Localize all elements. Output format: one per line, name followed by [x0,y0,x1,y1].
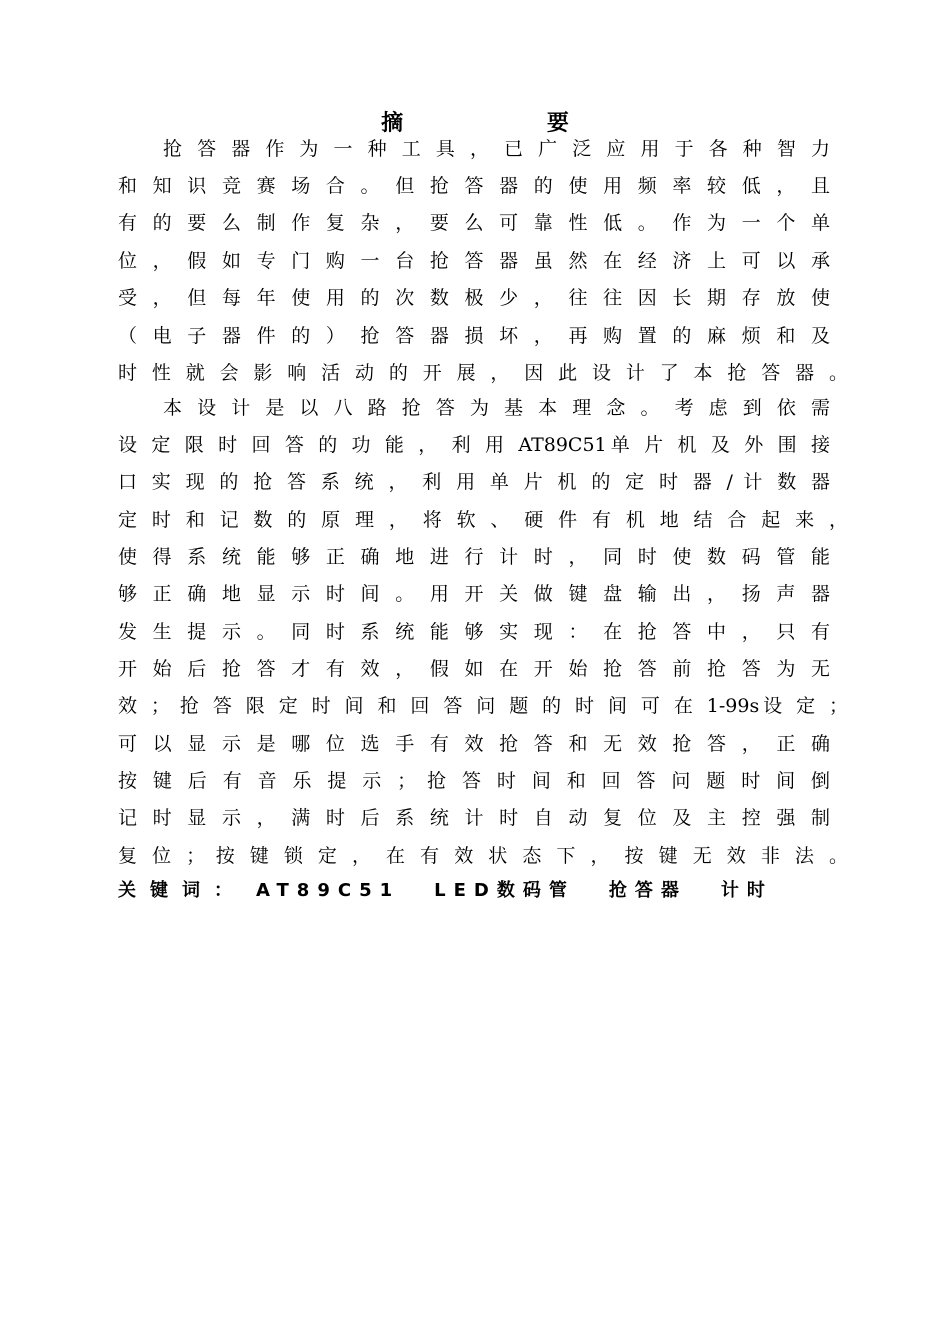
abstract-line-16: 效 ； 抢 答 限 定 时 间 和 回 答 问 题 的 时 间 可 在 1-99s设 定 ； [118,695,848,717]
abstract-line-12: 使 得 系 统 能 够 正 确 地 进 行 计 时 ， 同 时 使 数 码 管 能 [118,546,830,568]
abstract-line-14: 发 生 提 示 。 同 时 系 统 能 够 实 现 ： 在 抢 答 中 ， 只 有 [118,621,830,643]
abstract-line-3: 有 的 要 么 制 作 复 杂 ， 要 么 可 靠 性 低 。 作 为 一 个 单 [118,212,830,234]
abstract-title: 摘 要 [381,111,637,136]
abstract-line-5: 受 ， 但 每 年 使 用 的 次 数 极 少 ， 往 往 因 长 期 存 放 使 [118,287,830,309]
abstract-line-10: 口 实 现 的 抢 答 系 统 ， 利 用 单 片 机 的 定 时 器 / 计 数 器 [118,471,830,493]
keywords-label: 关键词： [118,880,246,901]
abstract-line-9: 设 定 限 时 回 答 的 功 能 ， 利 用 AT89C51单 片 机 及 外 围 接 [118,434,830,456]
abstract-line-1: 抢 答 器 作 为 一 种 工 具 ， 已 广 泛 应 用 于 各 种 智 力 [163,138,830,160]
abstract-line-11: 定 时 和 记 数 的 原 理 ， 将 软 、 硬 件 有 机 地 结 合 起 来 ， [118,509,848,531]
keyword-item: 计时 [720,880,773,901]
abstract-line-4: 位 ， 假 如 专 门 购 一 台 抢 答 器 虽 然 在 经 济 上 可 以 承 [118,250,830,272]
abstract-line-15: 开 始 后 抢 答 才 有 效 ， 假 如 在 开 始 抢 答 前 抢 答 为 无 [118,658,830,680]
abstract-line-7: 时 性 就 会 影 响 活 动 的 开 展 ， 因 此 设 计 了 本 抢 答 器 。 [118,362,848,384]
abstract-line-2: 和 知 识 竞 赛 场 合 。 但 抢 答 器 的 使 用 频 率 较 低 ， 且 [118,175,830,197]
abstract-line-6: （ 电 子 器 件 的 ） 抢 答 器 损 坏 ， 再 购 置 的 麻 烦 和 及 [118,325,830,347]
abstract-line-13: 够 正 确 地 显 示 时 间 。 用 开 关 做 键 盘 输 出 ， 扬 声 器 [118,583,830,605]
abstract-line-17: 可 以 显 示 是 哪 位 选 手 有 效 抢 答 和 无 效 抢 答 ， 正 确 [118,733,830,755]
keyword-item: LED数码管 [434,880,575,901]
abstract-line-19: 记 时 显 示 ， 满 时 后 系 统 计 时 自 动 复 位 及 主 控 强 制 [118,807,830,829]
keyword-item: 抢答器 [608,880,687,901]
abstract-line-20: 复 位 ； 按 键 锁 定 ， 在 有 效 状 态 下 ， 按 键 无 效 非 法 。 [118,845,848,867]
abstract-line-8: 本 设 计 是 以 八 路 抢 答 为 基 本 理 念 。 考 虑 到 依 需 [163,397,830,419]
abstract-line-18: 按 键 后 有 音 乐 提 示 ； 抢 答 时 间 和 回 答 问 题 时 间 倒 [118,770,830,792]
keywords-row [118,876,807,906]
keyword-item: AT89C51 [256,880,401,901]
